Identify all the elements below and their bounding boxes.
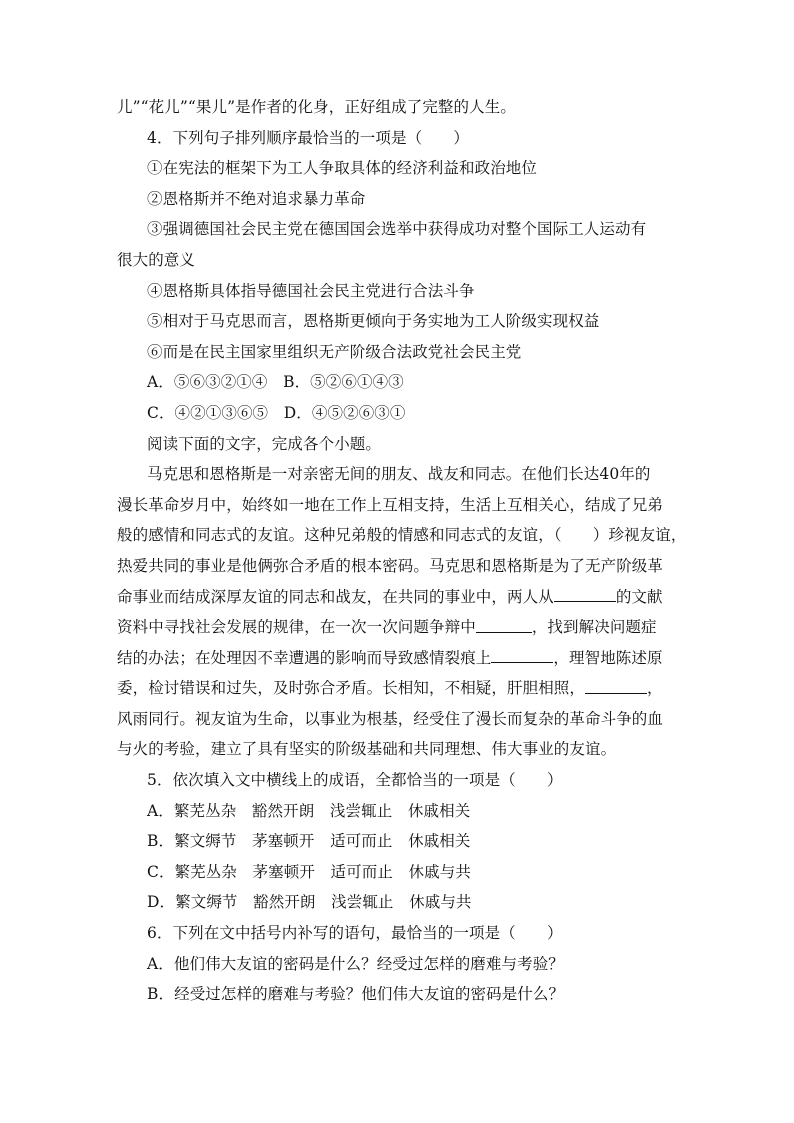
question-6-stem: 6．下列在文中括号内补写的语句，最恰当的一项是（ ） xyxy=(147,924,563,943)
passage-line: 漫长革命岁月中，始终如一地在工作上互相支持，生活上互相关心，结成了兄弟 xyxy=(117,495,664,514)
passage-text: ，找到解决问题症 xyxy=(531,618,657,637)
passage-line: 风雨同行。视友谊为生命，以事业为根基，经受住了漫长而复杂的革命斗争的血 xyxy=(117,709,664,728)
question-4-stem: 4．下列句子排列顺序最恰当的一项是（ ） xyxy=(147,128,469,147)
fill-blank-3 xyxy=(491,647,553,664)
passage-text: ，理智地陈述原 xyxy=(553,648,663,667)
passage-line: 热爱共同的事业是他俩弥合矛盾的根本密码。马克思和恩格斯是为了无产阶级革 xyxy=(117,556,664,575)
question-5-option-b: B．繁文缛节 茅塞顿开 适可而止 休戚相关 xyxy=(147,832,471,851)
question-5-stem: 5．依次填入文中横线上的成语，全都恰当的一项是（ ） xyxy=(147,771,563,790)
passage-line-with-blank xyxy=(117,612,682,643)
passage-line: 般的感情和同志式的友谊。这种兄弟般的情感和同志式的友谊，（ ）珍视友谊， xyxy=(117,526,687,545)
passage-text: 委，检讨错误和过失，及时弥合矛盾。长相知，不相疑，肝胆相照， xyxy=(117,679,586,698)
text-line: 儿”“花儿”“果儿”是作者的化身，正好组成了完整的人生。 xyxy=(117,98,516,116)
passage-line: 马克思和恩格斯是一对亲密无间的朋友、战友和同志。在他们长达40年的 xyxy=(147,465,651,484)
passage-line-with-blank xyxy=(117,643,682,674)
question-5-option-a: A．繁芜丛杂 豁然开朗 浅尝辄止 休戚相关 xyxy=(147,801,471,820)
document-page xyxy=(117,92,687,1010)
question-6-option-b: B．经受过怎样的磨难与考验？他们伟大友谊的密码是什么？ xyxy=(147,985,565,1004)
fill-blank-2 xyxy=(476,616,532,633)
sentence-4: ④恩格斯具体指导德国社会民主党进行合法斗争 xyxy=(147,281,475,300)
question-5-option-c: C．繁芜丛杂 茅塞顿开 适可而止 休戚与共 xyxy=(147,862,471,881)
sentence-6: ⑥而是在民主国家里组织无产阶级合法政党社会民主党 xyxy=(147,342,522,361)
fill-blank-1 xyxy=(554,586,616,603)
sentence-5: ⑤相对于马克思而言，恩格斯更倾向于务实地为工人阶级实现权益 xyxy=(147,312,600,331)
sentence-2: ②恩格斯并不绝对追求暴力革命 xyxy=(147,189,366,208)
question-6-option-a: A．他们伟大友谊的密码是什么？经受过怎样的磨难与考验？ xyxy=(147,954,564,973)
passage-text: 命事业而结成深厚友谊的同志和战友，在共同的事业中，两人从 xyxy=(117,587,554,606)
passage-line-with-blank xyxy=(117,582,682,613)
passage-line-with-blank xyxy=(117,673,682,704)
question-5-option-d: D．繁文缛节 豁然开朗 浅尝辄止 休戚与共 xyxy=(147,893,472,912)
passage-line: 与火的考验，建立了具有坚实的阶级基础和共同理想、伟大事业的友谊。 xyxy=(117,740,617,759)
passage-text: 结的办法；在处理因不幸遭遇的影响而导致感情裂痕上 xyxy=(117,648,492,667)
question-4-options-cd: C．④②①③⑥⑤ D．④⑤②⑥③① xyxy=(147,403,406,422)
fill-blank-4 xyxy=(585,678,647,695)
passage-text: ， xyxy=(647,679,663,698)
sentence-1: ①在宪法的框架下为工人争取具体的经济利益和政治地位 xyxy=(147,159,538,178)
sentence-3-continued: 很大的意义 xyxy=(117,250,196,269)
reading-instruction: 阅读下面的文字，完成各个小题。 xyxy=(147,434,382,453)
sentence-3: ③强调德国社会民主党在德国国会选举中获得成功对整个国际工人运动有 xyxy=(147,220,647,239)
passage-text: 资料中寻找社会发展的规律，在一次一次问题争辩中 xyxy=(117,618,476,637)
passage-text: 的文献 xyxy=(615,587,663,606)
question-4-options-ab: A．⑤⑥③②①④ B．⑤②⑥①④③ xyxy=(147,373,404,392)
